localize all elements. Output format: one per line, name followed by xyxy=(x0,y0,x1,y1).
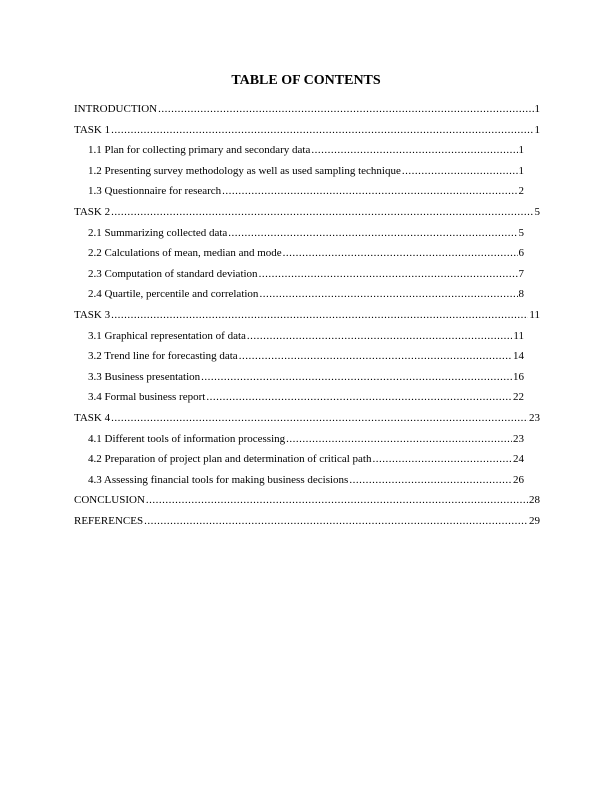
toc-page-number: 2 xyxy=(518,185,524,197)
toc-subsection-entry[interactable] xyxy=(88,287,524,301)
toc-page-number: 23 xyxy=(529,412,540,424)
toc-page-number: 28 xyxy=(529,494,540,506)
toc-subsection-entry[interactable] xyxy=(88,226,524,240)
toc-page-number: 11 xyxy=(513,330,524,342)
toc-dot-leader xyxy=(111,411,528,425)
toc-dot-leader xyxy=(144,514,528,528)
toc-page-number: 8 xyxy=(518,288,524,300)
toc-subsection-entry[interactable] xyxy=(88,349,524,363)
toc-page-number: 29 xyxy=(529,515,540,527)
toc-entry-label: 3.2 Trend line for forecasting data xyxy=(88,350,238,362)
toc-dot-leader xyxy=(228,226,517,240)
toc-page-number: 26 xyxy=(513,474,524,486)
toc-subsection-entry[interactable] xyxy=(88,452,524,466)
toc-entry-label: 1.2 Presenting survey methodology as well as used sampling technique xyxy=(88,165,401,177)
toc-entry-label: 1.1 Plan for collecting primary and secondary data xyxy=(88,144,311,156)
page-title: TABLE OF CONTENTS xyxy=(231,73,381,88)
toc-section-entry[interactable] xyxy=(74,411,540,425)
toc-dot-leader xyxy=(259,287,517,301)
toc-subsection-entry[interactable] xyxy=(88,390,524,404)
toc-entry-label: 3.1 Graphical representation of data xyxy=(88,330,246,342)
toc-dot-leader xyxy=(349,473,512,487)
toc-entry-label: REFERENCES xyxy=(74,515,144,527)
toc-entry-label: TASK 1 xyxy=(74,124,111,136)
toc-page-number: 1 xyxy=(534,103,540,115)
toc-section-entry[interactable] xyxy=(74,205,540,219)
toc-dot-leader xyxy=(259,267,518,281)
toc-page-number: 7 xyxy=(518,268,524,280)
toc-dot-leader xyxy=(206,390,512,404)
toc-subsection-entry[interactable] xyxy=(88,370,524,384)
toc-dot-leader xyxy=(111,205,533,219)
toc-subsection-entry[interactable] xyxy=(88,184,524,198)
toc-section-entry[interactable] xyxy=(74,493,540,507)
toc-dot-leader xyxy=(247,329,513,343)
toc-entry-label: CONCLUSION xyxy=(74,494,145,506)
toc-entry-label: 4.2 Preparation of project plan and determination of critical path xyxy=(88,453,372,465)
toc-dot-leader xyxy=(239,349,512,363)
toc-subsection-entry[interactable] xyxy=(88,164,524,178)
toc-page-number: 14 xyxy=(513,350,524,362)
toc-section-entry[interactable] xyxy=(74,123,540,137)
toc-dot-leader xyxy=(311,143,517,157)
toc-entry-label: 4.1 Different tools of information processing xyxy=(88,433,286,445)
toc-dot-leader xyxy=(201,370,512,384)
toc-section-entry[interactable] xyxy=(74,102,540,116)
toc-page-number: 1 xyxy=(534,124,540,136)
toc-subsection-entry[interactable] xyxy=(88,432,524,446)
toc-subsection-entry[interactable] xyxy=(88,329,524,343)
toc-dot-leader xyxy=(286,432,512,446)
toc-entry-label: 3.3 Business presentation xyxy=(88,371,201,383)
toc-entry-label: TASK 2 xyxy=(74,206,111,218)
toc-subsection-entry[interactable] xyxy=(88,143,524,157)
toc-entry-label: 2.4 Quartile, percentile and correlation xyxy=(88,288,259,300)
toc-entry-label: INTRODUCTION xyxy=(74,103,158,115)
toc-entry-label: 4.3 Assessing financial tools for making business decisions xyxy=(88,474,349,486)
toc-dot-leader xyxy=(158,102,533,116)
toc-page-number: 24 xyxy=(513,453,524,465)
toc-page-number: 22 xyxy=(513,391,524,403)
toc-page-number: 11 xyxy=(529,309,540,321)
toc-entry-label: 1.3 Questionnaire for research xyxy=(88,185,222,197)
toc-entry-label: 2.1 Summarizing collected data xyxy=(88,227,228,239)
toc-page-number: 5 xyxy=(534,206,540,218)
toc-subsection-entry[interactable] xyxy=(88,246,524,260)
toc-page-number: 23 xyxy=(513,433,524,445)
toc-entry-label: TASK 3 xyxy=(74,309,111,321)
toc-page-number: 16 xyxy=(513,371,524,383)
toc-entry-label: 2.2 Calculations of mean, median and mode xyxy=(88,247,282,259)
toc-dot-leader xyxy=(111,123,533,137)
toc-page-number: 1 xyxy=(518,144,524,156)
toc-dot-leader xyxy=(146,493,528,507)
toc-section-entry[interactable] xyxy=(74,308,540,322)
toc-page-number: 5 xyxy=(518,227,524,239)
toc-subsection-entry[interactable] xyxy=(88,473,524,487)
toc-page-number: 6 xyxy=(518,247,524,259)
toc-dot-leader xyxy=(372,452,512,466)
toc-subsection-entry[interactable] xyxy=(88,267,524,281)
toc-dot-leader xyxy=(283,246,518,260)
toc-page-number: 1 xyxy=(518,165,524,177)
toc-dot-leader xyxy=(222,184,517,198)
toc-dot-leader xyxy=(402,164,518,178)
toc-entry-label: 2.3 Computation of standard deviation xyxy=(88,268,258,280)
toc-entry-label: 3.4 Formal business report xyxy=(88,391,206,403)
toc-dot-leader xyxy=(111,308,528,322)
toc-entry-label: TASK 4 xyxy=(74,412,111,424)
toc-section-entry[interactable] xyxy=(74,514,540,528)
